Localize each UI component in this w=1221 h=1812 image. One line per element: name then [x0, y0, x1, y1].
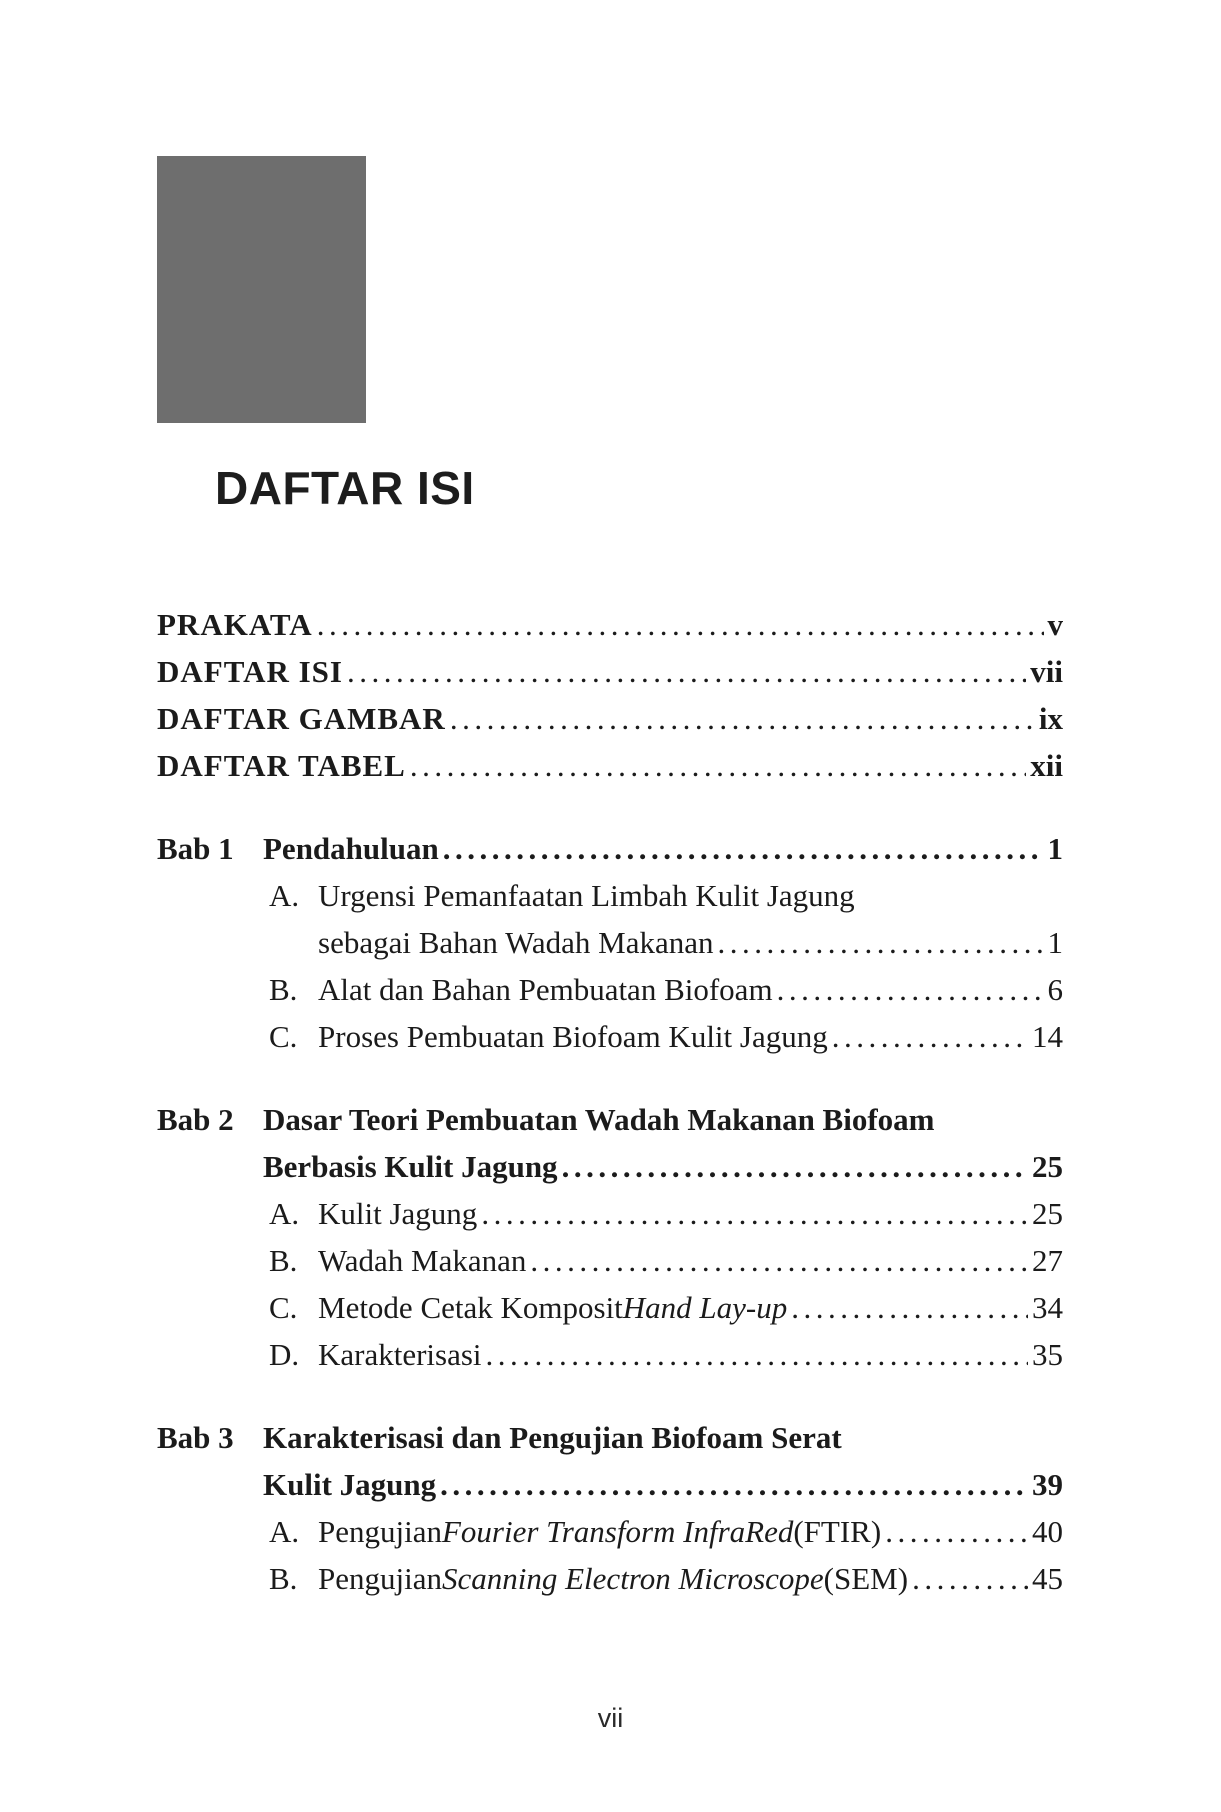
subitem-text: Kulit Jagung	[318, 1196, 478, 1231]
chapter-body	[263, 1414, 1063, 1602]
subitem-text-italic: Hand Lay-up	[622, 1290, 788, 1325]
subitem-page: 1	[1047, 925, 1063, 960]
table-of-contents	[157, 601, 1063, 1602]
subitem-line-1	[318, 1508, 1063, 1555]
chapter-page: 1	[1047, 831, 1063, 866]
subitem-line-1	[318, 1237, 1063, 1284]
chapter-title: Dasar Teori Pembuatan Wadah Makanan Biofoam	[263, 1102, 935, 1137]
chapter-title-row-line-2	[263, 1143, 1063, 1190]
toc-subitem-c	[263, 1013, 1063, 1060]
toc-subitem-a	[263, 1190, 1063, 1237]
dot-leader	[450, 695, 1035, 742]
dot-leader	[562, 1143, 1028, 1190]
subitem-body	[318, 1013, 1063, 1060]
chapter-title-row-line-1	[263, 1414, 1063, 1461]
subitem-body	[318, 1190, 1063, 1237]
toc-subitem-b	[263, 1237, 1063, 1284]
chapter-title: Karakterisasi dan Pengujian Biofoam Serat	[263, 1420, 842, 1455]
subitem-page: 40	[1032, 1514, 1063, 1549]
subitem-text: Alat dan Bahan Pembuatan Biofoam	[318, 972, 773, 1007]
subitem-text-italic: Fourier Transform InfraRed	[442, 1514, 794, 1549]
footer-page-number: vii	[597, 1703, 624, 1733]
subitem-body	[318, 1284, 1063, 1331]
toc-subitem-b	[263, 1555, 1063, 1602]
toc-entry-page: v	[1047, 607, 1063, 642]
toc-subitem-a	[263, 1508, 1063, 1555]
subitem-line-1	[318, 1013, 1063, 1060]
subitem-text: Pengujian	[318, 1561, 442, 1596]
toc-entry-page: vii	[1030, 654, 1063, 689]
dot-leader	[486, 1331, 1028, 1378]
chapter-title-continued: Kulit Jagung	[263, 1467, 437, 1502]
chapter-number-label: Bab 1	[157, 831, 234, 866]
subitem-text-after-italic: (FTIR)	[793, 1514, 882, 1549]
chapter-title-row-line-1	[263, 1096, 1063, 1143]
subitem-page: 25	[1032, 1196, 1063, 1231]
toc-entry-daftar-isi	[157, 648, 1063, 695]
subitem-letter: A.	[269, 1196, 300, 1231]
chapter-title-row	[263, 825, 1063, 872]
chapter-title-continued: Berbasis Kulit Jagung	[263, 1149, 558, 1184]
subitem-letter: D.	[269, 1337, 300, 1372]
dot-leader	[832, 1013, 1028, 1060]
subitem-page: 27	[1032, 1243, 1063, 1278]
chapter-page: 39	[1032, 1467, 1063, 1502]
toc-subitem-d	[263, 1331, 1063, 1378]
subitem-page: 6	[1047, 972, 1063, 1007]
dot-leader	[530, 1237, 1028, 1284]
subitem-text: Wadah Makanan	[318, 1243, 527, 1278]
toc-subitem-b	[263, 966, 1063, 1013]
subitem-page: 35	[1032, 1337, 1063, 1372]
subitem-line-1	[318, 1190, 1063, 1237]
subitem-letter: C.	[269, 1019, 298, 1054]
toc-entry-page: ix	[1038, 701, 1063, 736]
subitem-page: 14	[1032, 1019, 1063, 1054]
subitem-line-2	[318, 919, 1063, 966]
dot-leader	[885, 1508, 1028, 1555]
chapter-number-label: Bab 3	[157, 1420, 234, 1455]
subitem-text-italic: Scanning Electron Microscope	[442, 1561, 824, 1596]
subitem-body	[318, 872, 1063, 966]
subitem-body	[318, 1237, 1063, 1284]
subitem-letter: B.	[269, 1243, 298, 1278]
dot-leader	[440, 1461, 1028, 1508]
subitem-body	[318, 1555, 1063, 1602]
toc-entry-daftar-tabel	[157, 742, 1063, 789]
subitem-letter: A.	[269, 1514, 300, 1549]
subitem-body	[318, 1331, 1063, 1378]
toc-entry-label: DAFTAR GAMBAR	[157, 701, 446, 736]
subitem-letter: A.	[269, 878, 300, 913]
toc-subitem-c	[263, 1284, 1063, 1331]
subitem-line-1	[318, 1284, 1063, 1331]
dot-leader	[791, 1284, 1028, 1331]
subitem-letter: B.	[269, 1561, 298, 1596]
toc-entry-label: DAFTAR TABEL	[157, 748, 406, 783]
dot-leader	[347, 648, 1026, 695]
chapter-bab-2	[157, 1096, 1063, 1378]
subitem-text: Urgensi Pemanfaatan Limbah Kulit Jagung	[318, 878, 855, 913]
chapter-body	[263, 825, 1063, 1060]
subitem-page: 34	[1032, 1290, 1063, 1325]
dot-leader	[777, 966, 1044, 1013]
toc-entry-prakata	[157, 601, 1063, 648]
subitem-line-1	[318, 1331, 1063, 1378]
subitem-body	[318, 966, 1063, 1013]
dot-leader	[443, 825, 1044, 872]
subitem-line-1	[318, 966, 1063, 1013]
subitem-text: Pengujian	[318, 1514, 442, 1549]
chapter-bab-1	[157, 825, 1063, 1060]
chapter-title-row-line-2	[263, 1461, 1063, 1508]
subitem-line-1	[318, 1555, 1063, 1602]
chapter-ornament-rectangle	[157, 156, 366, 423]
subitem-text: Karakterisasi	[318, 1337, 482, 1372]
dot-leader	[317, 601, 1044, 648]
chapter-title: Pendahuluan	[263, 831, 439, 866]
toc-entry-label: PRAKATA	[157, 607, 313, 642]
toc-entry-page: xii	[1030, 748, 1063, 783]
subitem-text: sebagai Bahan Wadah Makanan	[318, 925, 714, 960]
chapter-bab-3	[157, 1414, 1063, 1602]
subitem-text-after-italic: (SEM)	[823, 1561, 909, 1596]
subitem-page: 45	[1032, 1561, 1063, 1596]
dot-leader	[912, 1555, 1028, 1602]
toc-entry-daftar-gambar	[157, 695, 1063, 742]
subitem-letter: C.	[269, 1290, 298, 1325]
toc-entry-label: DAFTAR ISI	[157, 654, 343, 689]
subitem-line-1	[318, 872, 1063, 919]
chapter-page: 25	[1032, 1149, 1063, 1184]
subitem-letter: B.	[269, 972, 298, 1007]
subitem-text: Metode Cetak Komposit	[318, 1290, 623, 1325]
subitem-body	[318, 1508, 1063, 1555]
chapter-number-label: Bab 2	[157, 1102, 234, 1137]
dot-leader	[481, 1190, 1028, 1237]
chapter-body	[263, 1096, 1063, 1378]
dot-leader	[410, 742, 1026, 789]
dot-leader	[717, 919, 1043, 966]
toc-subitem-a	[263, 872, 1063, 966]
subitem-text: Proses Pembuatan Biofoam Kulit Jagung	[318, 1019, 828, 1054]
page-title: DAFTAR ISI	[215, 461, 475, 514]
